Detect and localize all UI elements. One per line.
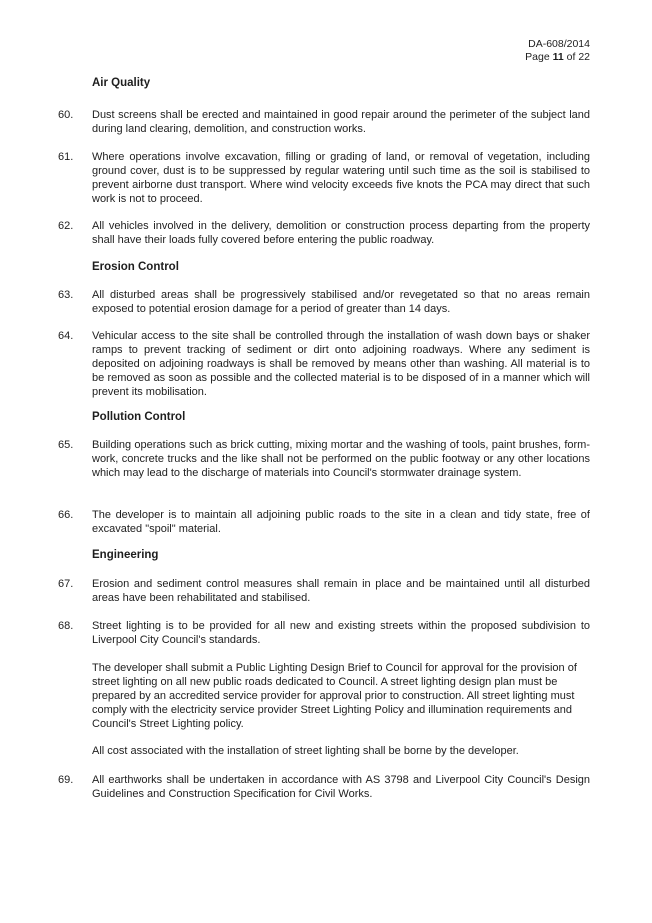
condition-text: Erosion and sediment control measures shall remain in place and be maintained until all disturbed areas have been rehabilitated and stabilised. [92, 578, 590, 604]
condition-69 [58, 773, 590, 801]
condition-text: All earthworks shall be undertaken in accordance with AS 3798 and Liverpool City Council's Design Guidelines and Construction Specification for Civil Works. [92, 774, 590, 800]
condition-text: Dust screens shall be erected and maintained in good repair around the perimeter of the subject land during land clearing, demolition, and construction works. [92, 109, 590, 135]
page-number-total: 22 [578, 51, 590, 63]
section-heading-engineering: Engineering [92, 549, 159, 561]
condition-text: All disturbed areas shall be progressively stabilised and/or revegetated so that no areas remain exposed to potential erosion damage for a period of greater than 14 days. [92, 289, 590, 315]
condition-number: 65. [58, 439, 74, 451]
page-header [525, 38, 590, 64]
condition-61 [58, 150, 590, 206]
condition-text: All vehicles involved in the delivery, demolition or construction process departing from the property shall have their loads fully covered before entering the public roadway. [92, 220, 590, 246]
condition-number: 61. [58, 151, 74, 163]
condition-number: 69. [58, 774, 74, 786]
condition-62 [58, 219, 590, 247]
condition-number: 67. [58, 578, 74, 590]
condition-65 [58, 438, 590, 480]
condition-66 [58, 508, 590, 536]
condition-text: Vehicular access to the site shall be controlled through the installation of wash down bays or shaker ramps to prevent tracking of sediment or dirt onto adjoining roadways. Where any sediment is deposited on adjoining roadways is shall be removed by means other than washing. All material is to be removed as soon as possible and the collected material is to be disposed of in a manner which will prevent its mobilisation. [92, 330, 590, 398]
condition-number: 66. [58, 509, 74, 521]
street-lighting-design-paragraph: The developer shall submit a Public Lighting Design Brief to Council for approval for the provision of street lighting on all new public roads dedicated to Council. A street lighting design plan must be prepared by an accredited service provider for approval prior to construction. All street lighting must comply with the electricity service provider Street Lighting Policy and illumination requirements and Council's Street Lighting policy. [92, 662, 577, 730]
condition-number: 68. [58, 620, 74, 632]
section-heading-erosion-control: Erosion Control [92, 261, 179, 273]
condition-60 [58, 108, 590, 136]
condition-68 [58, 619, 590, 647]
section-heading-pollution-control: Pollution Control [92, 411, 186, 423]
condition-64 [58, 329, 590, 399]
condition-number: 63. [58, 289, 74, 301]
condition-text: The developer is to maintain all adjoining public roads to the site in a clean and tidy state, free of excavated "spoil" material. [92, 509, 590, 535]
condition-text: Street lighting is to be provided for all new and existing streets within the proposed subdivision to Liverpool City Council's standards. [92, 620, 590, 646]
condition-number: 60. [58, 109, 74, 121]
condition-number: 64. [58, 330, 74, 342]
section-heading-air-quality: Air Quality [92, 77, 151, 89]
condition-number: 62. [58, 220, 74, 232]
page-number [525, 51, 590, 64]
page-number-prefix: Page [525, 51, 553, 63]
condition-text: Where operations involve excavation, filling or grading of land, or removal of vegetation, including ground cover, dust is to be suppressed by regular watering until such time as the soil is stabilised to prevent airborne dust transport. Where wind velocity exceeds five knots the PCA may direct that such work is not to proceed. [92, 151, 590, 205]
street-lighting-cost-paragraph: All cost associated with the installation of street lighting shall be borne by the developer. [92, 745, 519, 757]
document-reference: DA-608/2014 [528, 38, 590, 50]
condition-text: Building operations such as brick cutting, mixing mortar and the washing of tools, paint brushes, form-work, concrete trucks and the like shall not be performed on the public footway or any other locations which may lead to the discharge of materials into Council's stormwater drainage system. [92, 439, 590, 479]
condition-63 [58, 288, 590, 316]
condition-67 [58, 577, 590, 605]
page-number-mid: of [563, 51, 579, 63]
page-number-current: 11 [552, 51, 564, 63]
